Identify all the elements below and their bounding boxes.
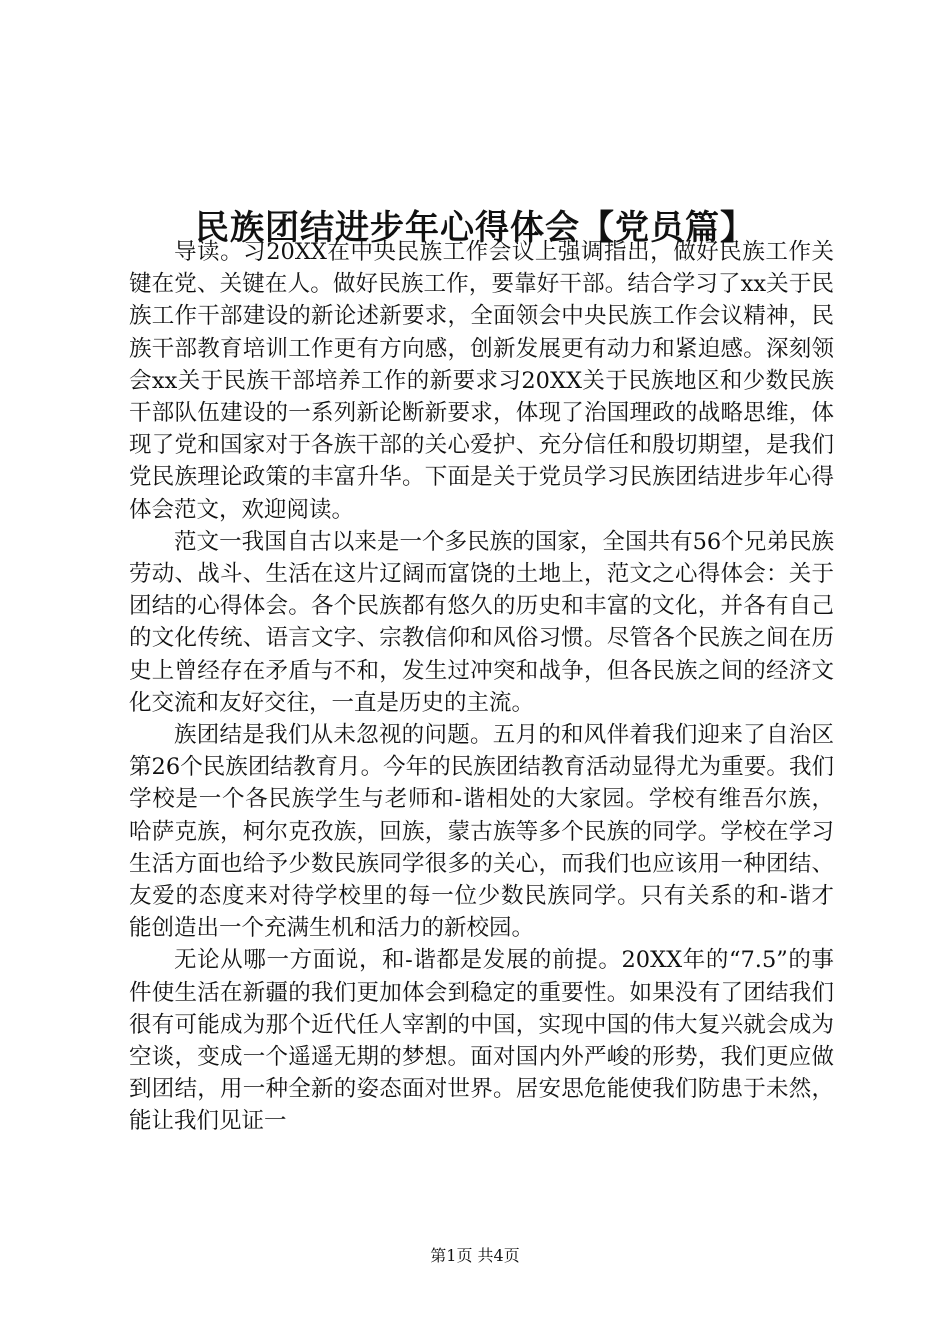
paragraph-example-one: 范文一我国自古以来是一个多民族的国家，全国共有56个兄弟民族劳动、战斗、生活在这片辽阔而富饶的土地上，范文之心得体会：关于团结的心得体会。各个民族都有悠久的历史和丰富的文化，并各有自己的文化传统、语言文字、宗教信仰和风俗习惯。尽管各个民族之间在历史上曾经存在矛盾与不和，发生过冲突和战争，但各民族之间的经济文化交流和友好交往，一直是历史的主流。 — [129, 528, 834, 716]
paragraph-unity: 族团结是我们从未忽视的问题。五月的和风伴着我们迎来了自治区第26个民族团结教育月。今年的民族团结教育活动显得尤为重要。我们学校是一个各民族学生与老师和-谐相处的大家园。学校有维吾尔族，哈萨克族，柯尔克孜族，回族，蒙古族等多个民族的同学。学校在学习生活方面也给予少数民族同学很多的关心，而我们也应该用一种团结、友爱的态度来对待学校里的每一位少数民族同学。只有关系的和-谐才能创造出一个充满生机和活力的新校园。 — [129, 722, 834, 942]
page-number-footer: 第1页 共4页 — [430, 1246, 520, 1265]
document-title: 民族团结进步年心得体会【党员篇】 — [195, 207, 755, 248]
document-body — [129, 236, 834, 1138]
paragraph-harmony: 无论从哪一方面说，和-谐都是发展的前提。20XX年的“7.5”的事件使生活在新疆的我们更加体会到稳定的重要性。如果没有了团结我们很有可能成为那个近代任人宰割的中国，实现中国的伟大复兴就会成为空谈，变成一个遥遥无期的梦想。面对国内外严峻的形势，我们更应做到团结，用一种全新的姿态面对世界。居安思危能使我们防患于未然，能让我们见证一 — [129, 947, 834, 1135]
paragraph-intro: 导读。习20XX在中央民族工作会议上强调指出，做好民族工作关键在党、关键在人。做好民族工作，要靠好干部。结合学习了xx关于民族工作干部建设的新论述新要求，全面领会中央民族工作会议精神，民族干部教育培训工作更有方向感，创新发展更有动力和紧迫感。深刻领会xx关于民族干部培养工作的新要求习20XX关于民族地区和少数民族干部队伍建设的一系列新论断新要求，体现了治国理政的战略思维，体现了党和国家对于各族干部的关心爱护、充分信任和殷切期望，是我们党民族理论政策的丰富升华。下面是关于党员学习民族团结进步年心得体会范文，欢迎阅读。 — [129, 239, 834, 523]
